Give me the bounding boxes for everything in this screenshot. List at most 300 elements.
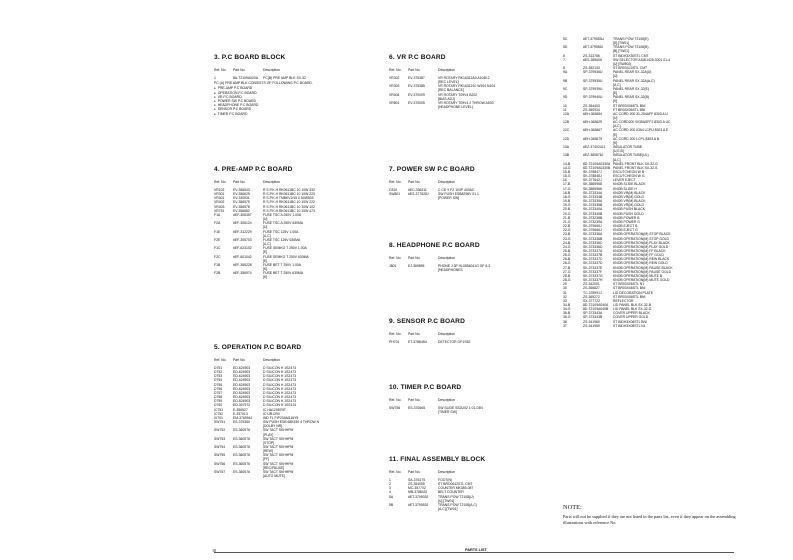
- ref-no: [214, 474, 233, 478]
- description: KNOB OPERATION(M) MUTE GOLD: [613, 278, 670, 283]
- part-no: EV-356582: [233, 208, 250, 213]
- part-no: SK-373337E: [583, 265, 603, 270]
- ref-no: VR102: [214, 188, 225, 192]
- part-no: #ES-359606: [583, 57, 602, 62]
- description: SW TACT SKHHPM: [263, 444, 294, 449]
- ref-no: 28-G: [563, 278, 571, 283]
- description: [HEADPHONE LEVEL]: [438, 105, 473, 110]
- description: AC CORD200 0035ASFF2 8303 A UC: [613, 120, 671, 125]
- ref-no: 25-G: [563, 253, 571, 258]
- part-no: SK-373336A: [583, 232, 603, 237]
- part-no: #EH-363667: [583, 128, 603, 133]
- ref-no: 13B: [563, 153, 570, 158]
- description: AC CORD 200 0364 LCPU 8303 A E: [613, 128, 669, 133]
- ref-no: 27-B: [563, 265, 571, 270]
- ref-no: 9B: [563, 78, 568, 83]
- ref-no: 36: [563, 319, 567, 324]
- part-no: 8D-T2109A040B: [583, 307, 609, 312]
- part-no: ES-360576: [233, 428, 250, 433]
- ref-no: D756: [214, 386, 223, 391]
- ref-no: IC752: [214, 411, 224, 416]
- ref-no: 19-B: [563, 199, 571, 204]
- description: [REW]: [263, 449, 273, 454]
- description: VR ROTARY RK1631210 W104 N104: [438, 84, 496, 89]
- part-no: 8D-T2109A040A: [583, 303, 609, 307]
- ref-no: F1B: [214, 262, 221, 267]
- ref-no: 1: [389, 478, 391, 482]
- description: [A,C]: [613, 157, 621, 162]
- ref-no: 14-B: [563, 161, 571, 166]
- part-no: ZS-342001: [583, 282, 600, 287]
- description: FUSE TSC A 250V 1.00A: [263, 212, 302, 217]
- parts-row: [389, 268, 539, 272]
- section-headphone-pc-board: [389, 242, 539, 272]
- ref-no: 9A: [563, 70, 568, 75]
- description: KNOB OPERATION(M) STOP BLACK: [613, 232, 671, 237]
- description: KNOB OPERATION(M) REW GOLD: [613, 261, 668, 266]
- ref-no: SW756: [214, 461, 226, 466]
- description: [A,C]: [263, 233, 271, 238]
- description: KNOB SLIDE BLACK: [613, 182, 646, 187]
- ref-no: 12C: [563, 128, 570, 133]
- ref-no: F2B: [214, 271, 221, 276]
- description: D SILICON H 1SS131: [263, 403, 297, 408]
- section-title: 4. PRE-AMP P.C BOARD: [214, 166, 293, 173]
- parts-row: [389, 196, 539, 200]
- ref-no: 15-B: [563, 170, 571, 174]
- ref-no: 12A: [563, 111, 570, 116]
- ref-no: 11: [563, 107, 567, 112]
- description-header: Description: [263, 68, 280, 72]
- description-header: Description: [438, 470, 455, 474]
- description-header: Description: [263, 180, 280, 184]
- ref-no: 21-G: [563, 219, 571, 224]
- description: PANEL REAR SX-32A(A,C): [613, 78, 655, 83]
- part-no: SP-373343A: [583, 311, 603, 316]
- column-header-row: [389, 398, 539, 402]
- description: [K]: [613, 140, 618, 145]
- board-list-item: ● HEADPHONE P.C BOARD: [214, 103, 364, 107]
- description: VR ROTARY T09V4 2 THROW A503: [438, 100, 494, 105]
- ref-no: 13A: [563, 145, 570, 150]
- ref-no: 26-G: [563, 261, 571, 266]
- description: IC UR1290: [263, 411, 280, 416]
- ref-no: 9D: [563, 95, 568, 100]
- part-no: #EZ-374024J1: [583, 145, 606, 150]
- part-no: ZS-352133: [583, 66, 600, 71]
- ref-no: [389, 196, 408, 200]
- part-no: ED-624903: [233, 374, 251, 379]
- description: FT BR03X06STL BNI: [613, 107, 646, 112]
- ref-no: 27-G: [563, 269, 571, 274]
- parts-row: [563, 324, 733, 328]
- ref-no: [389, 507, 408, 511]
- ref-no: VR302: [389, 76, 400, 80]
- description: [A,C]: [263, 242, 271, 247]
- section-title: 7. POWER SW P.C BOARD: [389, 166, 475, 173]
- part-no: EV-330531: [233, 196, 250, 201]
- part-no-header: Part No.: [408, 470, 421, 474]
- ref-no: 35-B: [563, 311, 571, 316]
- description: KNOB VR(M) GOLD: [613, 203, 644, 208]
- section-final-assembly-continued: [563, 37, 733, 328]
- ref-no: 37: [563, 323, 567, 328]
- ref-no: 18-G: [563, 194, 571, 199]
- ref-no: VR401: [214, 196, 225, 201]
- description: TRANS POW T2108(A,C): [438, 502, 477, 507]
- ref-no: 29: [563, 282, 567, 287]
- ref-no: F1C: [214, 246, 221, 251]
- description: KNOB SLIDE H: [613, 186, 637, 191]
- description: [AUTO MUTE]: [263, 474, 285, 479]
- board-list-item: ● VR P.C BOARD: [214, 95, 364, 99]
- description: D SILICON H 1S2473: [263, 382, 296, 387]
- description: KNOB EJECT G: [613, 228, 638, 233]
- description: KNOB VR(M) GOLD: [613, 194, 644, 199]
- ref-no: 20-G: [563, 211, 571, 216]
- part-no: #EC-336411: [408, 188, 427, 192]
- description-header: Description: [438, 68, 455, 72]
- description: ST BR03X06STL BNI: [613, 286, 646, 291]
- part-no: SK-377642J: [583, 178, 602, 183]
- ref-no: 2: [389, 482, 391, 487]
- description: SW TACT SKHHPM: [263, 461, 294, 466]
- part-no-header: Part No.: [408, 398, 421, 402]
- ref-no: VR801: [389, 100, 400, 105]
- description: PHONE J 3P HL0554041G GF 6.3: [438, 264, 491, 268]
- description: [REC/PAUSE]: [263, 465, 285, 470]
- part-no: EV-356578: [233, 204, 250, 209]
- ref-no: 21-B: [563, 215, 571, 220]
- ref-no: 26-B: [563, 257, 571, 262]
- ref-no: SW754: [214, 444, 226, 449]
- description: REFLECTOR: [613, 298, 634, 303]
- section-pc-board-block: [214, 54, 364, 116]
- ref-no: 25-B: [563, 248, 571, 253]
- part-no-header: Part No.: [408, 256, 421, 260]
- ref-no: IV701: [214, 415, 223, 420]
- part-no: ED-624903: [233, 395, 251, 400]
- part-no: 8A-T2109A020A: [233, 76, 259, 80]
- ref-no: 24-G: [563, 244, 571, 249]
- description: FUSE TSC 125V 630MA: [263, 237, 301, 242]
- part-no: SP-379936U: [583, 70, 603, 75]
- description: [U]: [613, 74, 618, 79]
- description: FUSE SEMKO T 250V 630MA: [263, 254, 309, 259]
- ref-no: 10: [563, 103, 567, 108]
- description: TRANS POW T2108(B): [613, 45, 649, 50]
- description: KNOB OPERATION(M) REW BLACK: [613, 257, 670, 262]
- ref-no: F2C: [214, 254, 221, 259]
- part-no: SP-379935U: [583, 78, 603, 83]
- part-no: ES-370665: [408, 406, 425, 410]
- ref-no: 7: [563, 57, 565, 62]
- ref-no: D751: [214, 366, 223, 370]
- description: PANEL REAR SX-32(B): [613, 95, 649, 100]
- ref-no: 22-G: [563, 228, 571, 233]
- part-no: [408, 105, 438, 109]
- part-no-header: Part No.: [408, 68, 421, 72]
- part-no: 8D-T2109A0330B: [583, 165, 611, 170]
- description: [E]: [263, 250, 268, 255]
- part-no: 8D-T2109A0330A: [583, 161, 611, 166]
- parts-row: [214, 275, 364, 279]
- description: R S.P.K.H TMBKV2/15 0.50W503: [263, 196, 314, 201]
- ref-no-header: Ref. No.: [389, 256, 402, 260]
- part-no: EV-356575: [233, 200, 250, 205]
- notes-block: [563, 504, 748, 525]
- description: [HEADPHONES: [438, 268, 463, 273]
- ref-no-header: Ref. No.: [214, 68, 227, 72]
- description: [BIAS ADJ]: [438, 96, 455, 101]
- part-no: EV-375387: [408, 76, 425, 80]
- description: D SILICON H 1S2473: [263, 386, 296, 391]
- description: [A,C],[TW01]: [438, 507, 458, 512]
- ref-no: 22-B: [563, 224, 571, 229]
- part-no: #EF-305703: [233, 237, 252, 242]
- board-list-item: ● TIMER P.C BOARD: [214, 112, 364, 116]
- description: TRANS POW T2108(U): [438, 494, 474, 499]
- ref-no: F1E: [214, 229, 221, 234]
- description: PC(B) PRE AMP BLK SX-32: [263, 76, 306, 80]
- ref-no-header: Ref. No.: [389, 332, 402, 336]
- part-no: ED-624903: [233, 386, 251, 391]
- ref-no: D757: [214, 390, 223, 395]
- description: [REC LEVEL]: [438, 80, 459, 85]
- ref-no: IC751: [214, 407, 224, 412]
- description: AC CORD 200 LCPL 8303 A B: [613, 136, 660, 141]
- ref-no-header: Ref. No.: [214, 180, 227, 184]
- part-no: ZS-341959: [583, 323, 600, 328]
- ref-no: VR303: [389, 84, 400, 89]
- ref-no: SW756: [389, 406, 401, 410]
- ref-no: 33: [563, 298, 567, 303]
- description: [U,E,B]: [613, 149, 624, 154]
- parts-row: [214, 474, 364, 478]
- description: R S.P.K.H RK0611BC 10 10W 222: [263, 200, 315, 205]
- description: ST BR03X10STL CMT: [613, 66, 648, 71]
- part-no: SK-373238B: [583, 215, 603, 220]
- ref-no: 3: [389, 486, 391, 491]
- part-no: ZS-313786: [583, 53, 600, 58]
- ref-no: VR301: [214, 192, 225, 197]
- ref-no: 15-G: [563, 174, 571, 179]
- description: LID PANEL BLK SX-32-B: [613, 303, 652, 307]
- ref-no: F1A: [214, 212, 221, 217]
- description: SW PUSH ESB8298V 01.1: [438, 192, 479, 197]
- part-no: SK-373336B: [583, 236, 603, 241]
- description: [U] [SW802]: [613, 61, 632, 66]
- description: [FF]: [263, 457, 270, 462]
- ref-no: F2A: [214, 221, 221, 226]
- description: ESCUTCHEON W G: [613, 174, 645, 179]
- description: SW TACT SKHHPM: [263, 436, 294, 441]
- section-title: 11. FINAL ASSEMBLY BLOCK: [389, 456, 486, 463]
- ref-no: 28-B: [563, 273, 571, 278]
- description: R S.P.K.H RK0611BC 10 10W 473: [263, 208, 315, 213]
- part-no: EM-376994J: [233, 415, 253, 420]
- block-note: PC (A) PRE AMP BLK CONSISTS OF FOLLOWING P.C BOARD.: [214, 81, 313, 86]
- part-no: #EF-356974: [233, 271, 252, 276]
- part-no: ED-624903: [233, 378, 251, 383]
- description: ST BIDH3X06STL BNI: [613, 319, 647, 324]
- description: INSULATOR TUBE(UL): [613, 153, 649, 158]
- part-no: SK-379666J: [583, 228, 602, 233]
- board-list-item: ● OPERATION P.C BOARD: [214, 91, 364, 95]
- ref-no: 5A: [389, 494, 394, 499]
- part-no: SK-3565968: [583, 182, 602, 187]
- description: D SILICON H 1S2473: [263, 378, 296, 383]
- part-no: ZS-356827: [583, 286, 600, 291]
- description: FUSE BET T 250V 1.00A: [263, 262, 302, 267]
- column-header-row: [389, 256, 539, 260]
- part-no: [408, 507, 438, 511]
- description: D SILICON H 1S2473: [263, 390, 296, 395]
- ref-no: SW751: [214, 420, 226, 425]
- part-no: [233, 474, 263, 478]
- ref-no: 6: [563, 53, 565, 58]
- part-no: EV-370009: [408, 92, 425, 97]
- ref-no: D759: [214, 399, 223, 404]
- description: [STOP]: [263, 440, 275, 445]
- notes-text: Parts will not be supplied if they are not listed in the parts list, even if they appear on the assembling illustrations with reference No.: [563, 514, 736, 525]
- part-no: MB-378843J: [408, 490, 428, 495]
- description: PANEL FRONT BLK SX-32-G: [613, 161, 658, 166]
- part-no: ZS-354403: [583, 103, 600, 108]
- ref-no: [214, 275, 233, 279]
- ref-no: 12D: [563, 136, 570, 141]
- column-header-row: [389, 332, 539, 336]
- description: FUSE SEMKO T 250V 1.00A: [263, 246, 307, 251]
- description: FUSE TSC 125V 1.00A: [263, 229, 299, 234]
- description: FUSE BET T 250V 630MA: [263, 271, 303, 276]
- section-timer-pc-board: [389, 384, 539, 414]
- parts-row: [389, 410, 539, 414]
- ref-no: J801: [389, 264, 397, 268]
- ref-no: SW752: [214, 428, 226, 433]
- part-no: SK-373335A: [583, 199, 603, 204]
- part-no: SK-373337G: [583, 273, 603, 278]
- ref-no: VR404: [389, 92, 400, 97]
- part-no-header: Part No.: [408, 180, 421, 184]
- part-no: SA-376375: [408, 478, 425, 482]
- ref-no: 31: [563, 290, 567, 295]
- ref-no: SW757: [214, 469, 226, 474]
- description: [A,C]: [613, 82, 621, 87]
- description: SW PUSH ESB 68K530 4 THROW N: [263, 420, 320, 425]
- description: SW TACT SKHHPM: [263, 453, 294, 458]
- section-power-sw-pc-board: [389, 166, 539, 200]
- part-no: SK-373340A: [583, 207, 603, 212]
- description: [U]: [263, 217, 268, 222]
- column-header-row: [389, 180, 539, 184]
- description: R S.P.K.H RK0611BC 10 10W 223: [263, 192, 315, 197]
- part-no-header: Part No.: [233, 68, 246, 72]
- column-header-row: [389, 68, 539, 72]
- section-sensor-pc-board: [389, 318, 539, 344]
- parts-row: [389, 340, 539, 344]
- section-final-assembly-block: [389, 456, 539, 511]
- description: D SILICON H 1S2473: [263, 399, 296, 404]
- description: [E]: [263, 258, 268, 263]
- ref-no: 23-G: [563, 236, 571, 241]
- part-no: ZS-365272: [583, 294, 600, 299]
- board-list-item: ● POWER SW P.C BOARD: [214, 99, 364, 103]
- part-no: EV-375385: [408, 84, 425, 89]
- part-no: E-337013: [233, 411, 248, 416]
- description: KNOB OPERATION(M) STOP GOLD: [613, 236, 669, 241]
- description: ST BIDH3X08STL N1: [613, 323, 646, 328]
- part-no: SK-373334B: [583, 194, 603, 199]
- ref-no: 18-B: [563, 190, 571, 195]
- part-no: ES-360576: [233, 436, 250, 441]
- description: KNOB OPERATION(M) MUTE B: [613, 273, 663, 278]
- description: VR ROTARY T09V4 B202: [438, 92, 478, 97]
- description: VR ROTARY RK16312A0 A104K2: [438, 76, 490, 80]
- section-title: 9. SENSOR P.C BOARD: [389, 318, 466, 325]
- section-title: 3. P.C BOARD BLOCK: [214, 54, 286, 61]
- parts-row: [389, 105, 539, 109]
- description-header: Description: [263, 358, 280, 362]
- description: SW TACT SKHHPM: [263, 469, 294, 474]
- part-no: MC-357702: [408, 486, 426, 491]
- ref-no: 5C: [563, 37, 568, 41]
- description: KNOB VR(M) BLACK: [613, 190, 646, 195]
- ref-no: 17-G: [563, 186, 571, 191]
- part-no: SK-378848J: [583, 174, 602, 179]
- description-header: Description: [438, 332, 455, 336]
- ref-no: [389, 105, 408, 109]
- description: [A,C]: [613, 124, 621, 129]
- part-no: SK-373337F: [583, 269, 603, 274]
- part-no: SK-373335B: [583, 203, 603, 208]
- part-no: ES-360576: [233, 461, 250, 466]
- ref-no: 12B: [563, 120, 570, 125]
- part-no: ED-624903: [233, 382, 251, 387]
- description: R S.P.K.H RK0611BC 10 10W 332: [263, 188, 315, 192]
- description: KNOB OPERATION(M) PLAY BLACK: [613, 240, 670, 245]
- section-operation-pc-board: [214, 344, 364, 478]
- description: [TIMER SW]: [438, 410, 457, 415]
- description: ESCUTCHEON W B: [613, 170, 645, 174]
- description: KNOB OPERATION(M) FF GOLD: [613, 253, 664, 258]
- description: FOOT(N): [438, 478, 453, 482]
- ref-no: 23-B: [563, 232, 571, 237]
- part-no: #ET-379553U: [583, 37, 604, 41]
- part-no: SP-379939U: [583, 86, 603, 91]
- description: PANEL REAR SX-32A(U): [613, 70, 652, 75]
- description-header: Description: [438, 256, 455, 260]
- description: KNOB PUSH BLACK: [613, 207, 646, 212]
- description: SW SELECTOR ASW1425-0201 01-4: [613, 57, 671, 62]
- part-no: ES-360576: [233, 453, 250, 458]
- description: D SILICON H 1S2473: [263, 395, 296, 400]
- ref-no: D754: [214, 378, 223, 383]
- part-no: SK-373239A: [583, 219, 603, 224]
- ref-no: F2E: [214, 237, 221, 242]
- part-no: SP-379940U: [583, 95, 603, 100]
- part-no: #EF-306357: [233, 212, 252, 217]
- description: COVER UPPER BLACK: [613, 311, 650, 316]
- footer-label: PARTS LIST: [462, 548, 490, 552]
- description: [K]: [613, 99, 618, 104]
- section-pre-amp-pc-board: [214, 166, 364, 279]
- ref-no-header: Ref. No.: [389, 68, 402, 72]
- description: IND FL FIP20AM116Y5: [263, 415, 299, 420]
- ref-no-header: Ref. No.: [214, 358, 227, 362]
- section-vr-pc-board: [389, 54, 539, 109]
- description: AC CORD 200 31-254AFF 8303 A U: [613, 111, 668, 116]
